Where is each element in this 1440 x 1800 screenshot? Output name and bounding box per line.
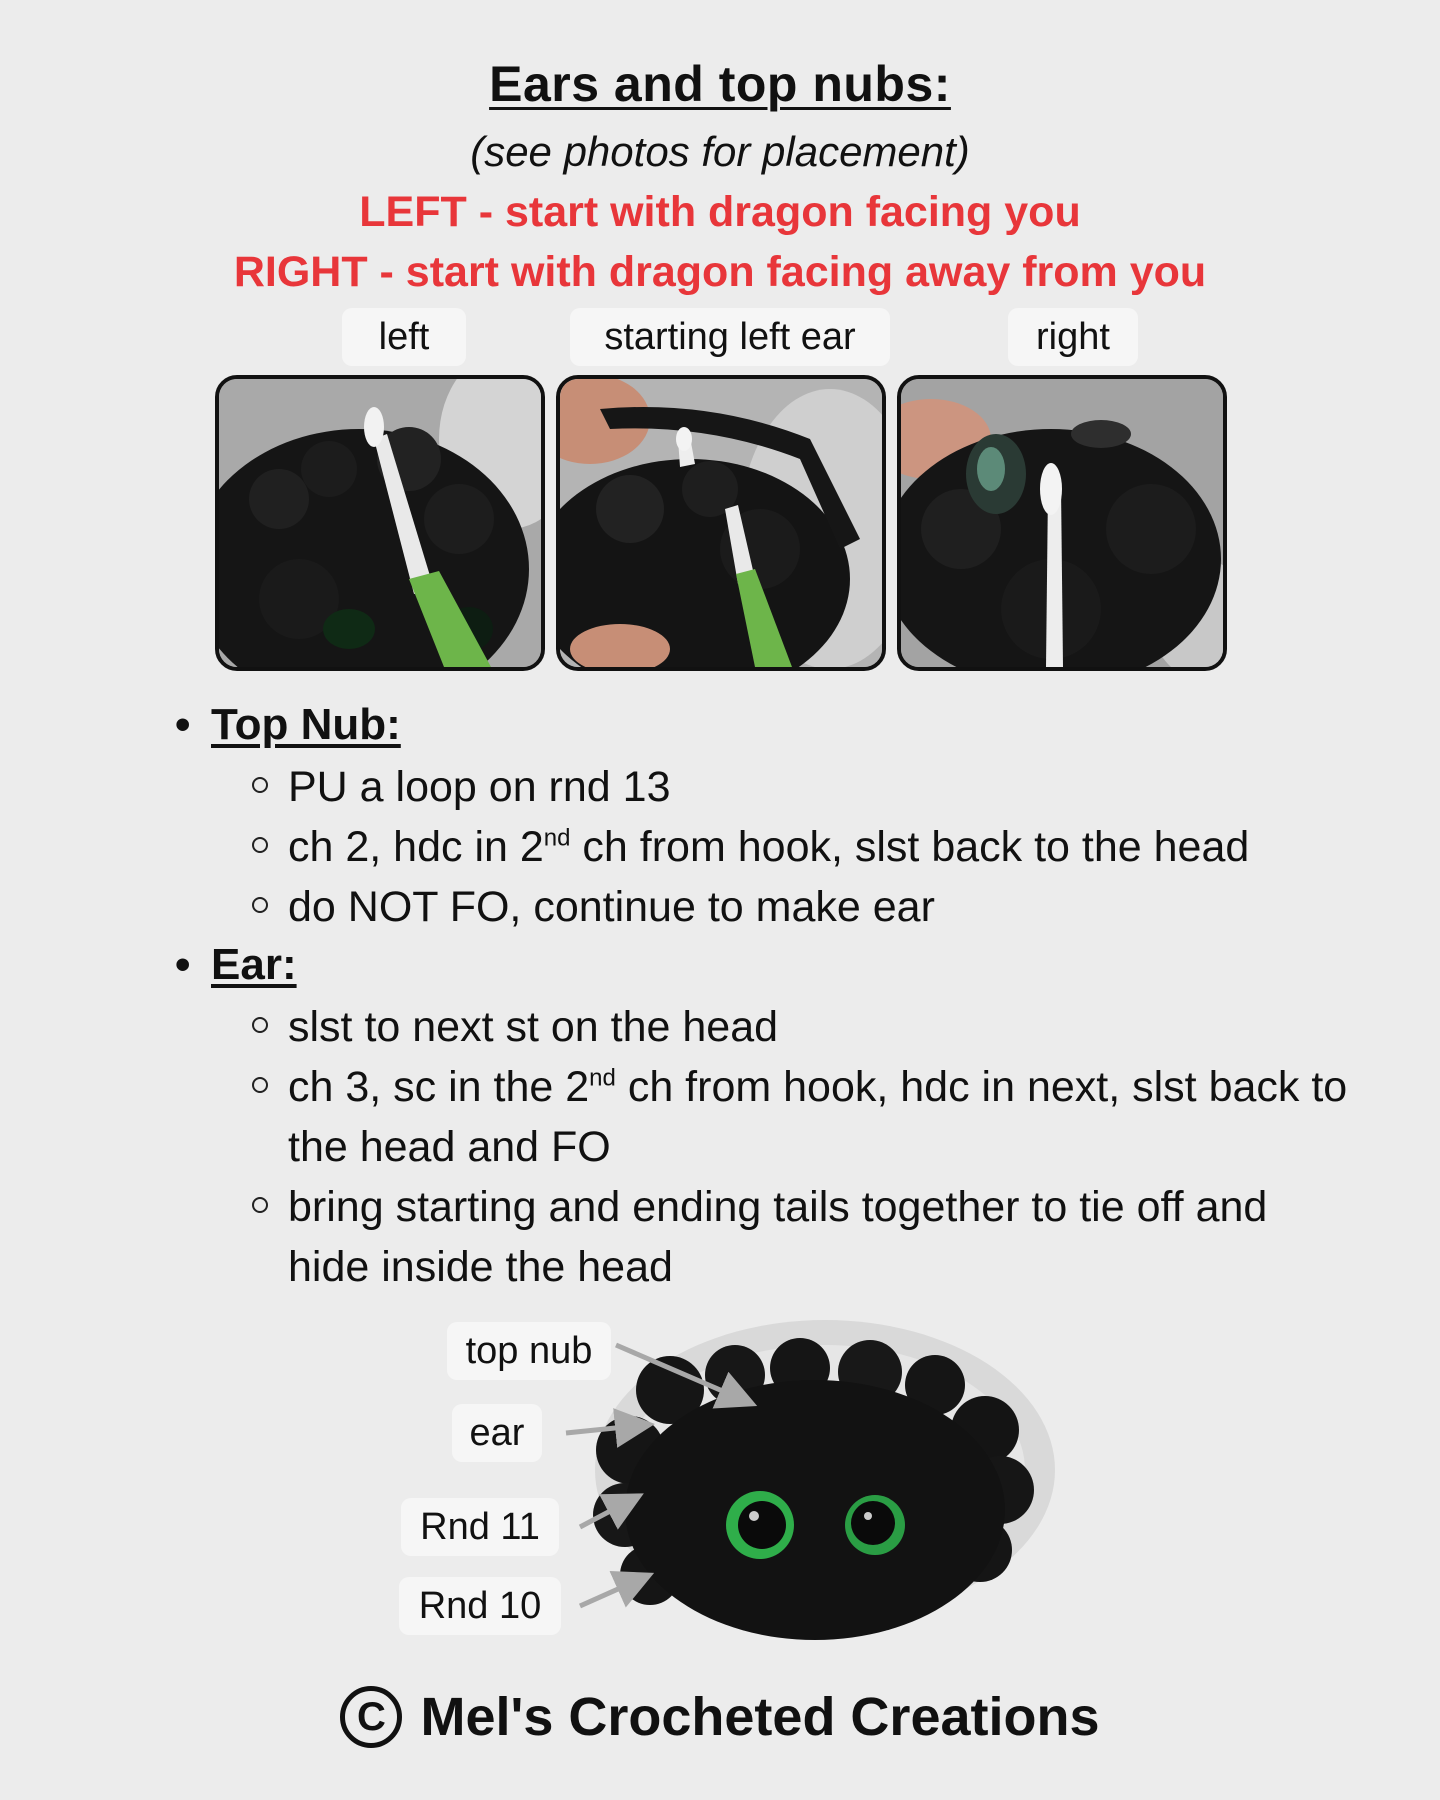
brand-name: Mel's Crocheted Creations (420, 1687, 1100, 1747)
photo-label-right: right (1008, 308, 1138, 366)
circle-bullet-icon (252, 777, 268, 793)
photo-left (215, 375, 545, 671)
label-rnd-10: Rnd 10 (399, 1577, 561, 1635)
label-top-nub: top nub (447, 1322, 611, 1380)
copyright-icon: C (340, 1686, 402, 1748)
page-subtitle: (see photos for placement) (470, 128, 970, 175)
photo-label-left: left (342, 308, 466, 366)
bullet-icon: • (175, 940, 191, 989)
photo-label-starting-left-ear: starting left ear (570, 308, 890, 366)
photo-right (897, 375, 1227, 671)
left-instruction: LEFT - start with dragon facing you (359, 188, 1081, 236)
label-rnd-11: Rnd 11 (401, 1498, 559, 1556)
ear-heading: • Ear: (175, 940, 297, 989)
footer-brand (0, 1686, 1440, 1752)
label-ear: ear (452, 1404, 542, 1462)
circle-bullet-icon (252, 1077, 268, 1093)
page-title: Ears and top nubs: (489, 56, 951, 112)
circle-bullet-icon (252, 1197, 268, 1213)
circle-bullet-icon (252, 1017, 268, 1033)
bullet-icon: • (175, 700, 191, 749)
circle-bullet-icon (252, 897, 268, 913)
dragon-head-diagram (560, 1320, 1100, 1650)
circle-bullet-icon (252, 837, 268, 853)
right-instruction: RIGHT - start with dragon facing away from you (233, 248, 1207, 296)
top-nub-heading: • Top Nub: (175, 700, 401, 749)
photo-starting-left-ear (556, 375, 886, 671)
